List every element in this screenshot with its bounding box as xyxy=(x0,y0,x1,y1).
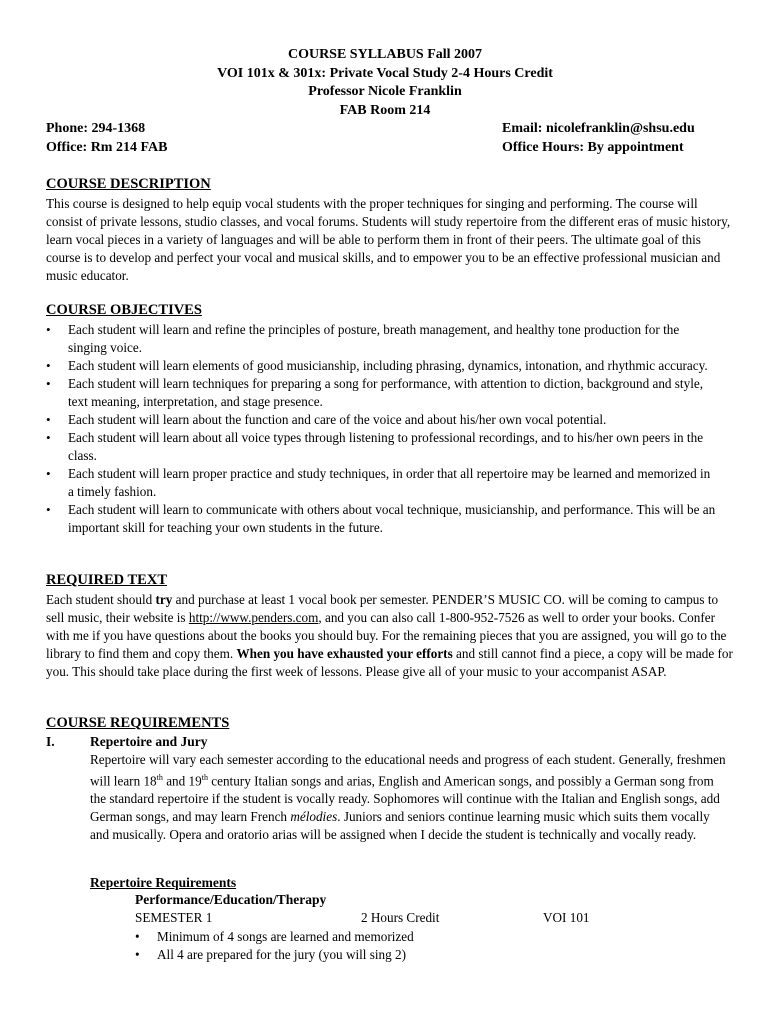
requirement-heading: Repertoire and Jury xyxy=(90,734,208,749)
repertoire-text-part: . Juniors and seniors continue learning music which suits them vocally and musically. Opera and oratorio arias will be assigned when I decide the student is technically and vocally ready. xyxy=(90,809,710,843)
objectives-list xyxy=(46,321,716,537)
list-item: • Each student will learn about all voice types through listening to professional recordings, and to his/her own peers in the class. xyxy=(46,429,716,465)
phone: Phone: 294-1368 xyxy=(46,121,146,136)
required-text-body xyxy=(46,591,736,681)
semester-course: VOI 101 xyxy=(543,910,590,925)
email: Email: nicolefranklin@shsu.edu xyxy=(502,121,695,136)
required-text-part: , and you can also call 1-800-952-7526 as well to order your books. Confer with me if you have questions about the books you should buy. For the remaining pieces that you are assigned, you will go to the library to find them and copy them. xyxy=(46,610,727,661)
requirement-number: I. xyxy=(46,734,55,749)
required-text-part: and still cannot find a piece, a copy will be made for you. This should take place during the first week of lessons. Please give all of your music to your accompanist ASAP. xyxy=(46,646,733,679)
description-text: This course is designed to help equip vocal students with the proper techniques for singing and performing. The course will consist of private lessons, studio classes, and vocal forums. Students will study repertoire from the different eras of music history, learn vocal pieces in a variety of languages and will be able to perform them in front of their peers. The ultimate goal of this course is to develop and perfect your vocal and musical skills, and to empower you to be an effective professional musician and music educator. xyxy=(46,196,731,283)
section-title-objectives: COURSE OBJECTIVES xyxy=(46,302,202,318)
list-item: • Each student will learn to communicate with others about vocal technique, musicianship, and performance. This will be an important skill for teaching your own students in the future. xyxy=(46,501,716,537)
repertoire-text-part: and 19 xyxy=(162,773,202,789)
list-item: • Each student will learn and refine the principles of posture, breath management, and healthy tone production for the singing voice. xyxy=(46,321,716,357)
semester-label: SEMESTER 1 xyxy=(135,910,213,925)
repertoire-text-part: Repertoire will vary each semester according to the educational needs and progress of each student. Generally, freshmen will learn 18 xyxy=(90,752,726,789)
section-title-required-text: REQUIRED TEXT xyxy=(46,572,167,588)
header-course: VOI 101x & 301x: Private Vocal Study 2-4 Hours Credit xyxy=(217,65,553,81)
repertoire-text xyxy=(90,751,730,844)
required-text-part: and purchase at least 1 vocal book per semester. PENDER’S MUSIC CO. will be coming to campus to sell music, their website is xyxy=(46,592,719,625)
superscript: th xyxy=(201,773,208,782)
syllabus-header xyxy=(0,46,770,120)
list-item: • Minimum of 4 songs are learned and memorized xyxy=(135,928,635,946)
list-item: • Each student will learn proper practice and study techniques, in order that all repertoire may be learned and memorized in a timely fashion. xyxy=(46,465,716,501)
required-text-emphasis: When you have exhausted your efforts xyxy=(236,646,453,661)
required-text-part: Each student should xyxy=(46,592,156,607)
header-title: COURSE SYLLABUS Fall 2007 xyxy=(287,47,483,62)
semester-credit: 2 Hours Credit xyxy=(361,910,440,925)
office: Office: Rm 214 FAB xyxy=(46,140,168,155)
list-item: • Each student will learn elements of good musicianship, including phrasing, dynamics, intonation, and rhythmic accuracy. xyxy=(46,357,716,375)
list-item: • All 4 are prepared for the jury (you will sing 2) xyxy=(135,946,635,964)
office-hours: Office Hours: By appointment xyxy=(502,140,684,155)
list-item: • Each student will learn about the function and care of the voice and about his/her own vocal potential. xyxy=(46,411,716,429)
repertoire-requirements-title: Repertoire Requirements xyxy=(90,875,237,890)
track-title: Performance/Education/Therapy xyxy=(135,892,327,907)
section-title-description: COURSE DESCRIPTION xyxy=(46,176,211,192)
superscript: th xyxy=(156,773,163,782)
repertoire-text-part: century Italian songs and arias, English and American songs, and possibly a German song from the standard repertoire if the student is vocally ready. Sophomores will continue with the Italian and English songs, add German songs, and may learn French xyxy=(90,773,720,825)
required-text-emphasis: try xyxy=(155,592,173,607)
repertoire-italic-term: mélodies xyxy=(290,809,338,825)
semester-requirements-list xyxy=(135,928,635,964)
section-title-requirements: COURSE REQUIREMENTS xyxy=(46,715,230,731)
header-professor: Professor Nicole Franklin xyxy=(308,84,462,99)
header-room: FAB Room 214 xyxy=(339,102,431,118)
penders-website-link[interactable]: http://www.penders.com xyxy=(188,610,319,625)
list-item: • Each student will learn techniques for preparing a song for performance, with attention to diction, background and style, text meaning, interpretation, and stage presence. xyxy=(46,375,716,411)
